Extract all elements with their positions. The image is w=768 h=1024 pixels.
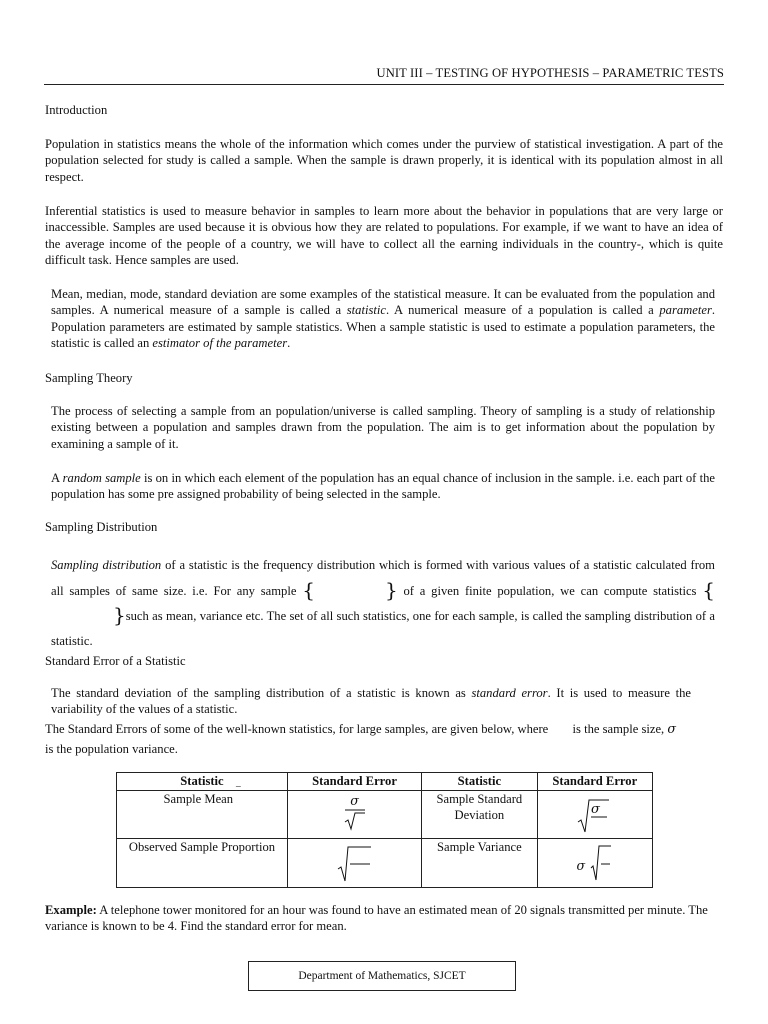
table-cell: [537, 791, 652, 839]
sampling-distribution-paragraph: [51, 553, 715, 653]
table-cell: [287, 791, 421, 839]
table-cell: [117, 785, 288, 839]
text-run: is the sample size,: [569, 722, 668, 736]
term-standard-error: standard error: [471, 686, 548, 700]
term-parameter: parameter: [659, 303, 712, 318]
example-label: Example:: [45, 903, 97, 917]
example-text: A telephone tower monitored for an hour was found to have an estimated mean of 20 signals transmitted per minute. The variance is known to be 4. Find the standard error for mean.: [45, 903, 708, 934]
introduction-heading: Introduction: [45, 103, 108, 117]
sigma-symbol: σ: [350, 793, 359, 808]
text-run: is on in which each element of the population has an equal chance of inclusion in the sample. i.e. each part of the population has some pre assigned probability of being selected in the sample.: [51, 471, 715, 502]
standard-error-paragraph-1: [51, 686, 691, 717]
table-row: [117, 839, 653, 888]
text-run: The Standard Errors of some of the well-known statistics, for large samples, are given below, where: [45, 722, 552, 736]
term-estimator: estimator of the parameter: [152, 336, 288, 351]
table-header-cell: Statistic: [117, 773, 288, 791]
sigma-symbol: σ: [576, 858, 586, 873]
text-run: of a given finite population, we can compute statistics: [397, 583, 703, 598]
text-run: of a statistic is the frequency distribution which is formed with various values of a statistic calculated from all samples of same size. i.e. For any sample: [51, 558, 715, 598]
table-cell: Observed Sample Proportion: [117, 839, 288, 888]
text-run: . Population parameters are estimated by sample statistics. When a sample statistic is used to estimate a population parameters, the statistic is called an: [51, 303, 715, 351]
intro-paragraph-3: [51, 286, 715, 352]
sampling-theory-paragraph-1: The process of selecting a sample from an population/universe is called sampling. Theory of sampling is a study of relationship existing between a population and samples drawn from the population. The aim is to get information about the population by examining a sample of it.: [51, 404, 715, 451]
standard-error-table: [116, 772, 653, 888]
example-paragraph: [45, 902, 723, 935]
table-header-cell: Standard Error: [537, 773, 652, 791]
sampling-theory-paragraph-2: [51, 470, 715, 503]
sqrt-formula-icon: [589, 842, 613, 882]
text-run: such as mean, variance etc. The set of all such statistics, one for each sample, is called the sampling distribution of a statistic.: [51, 609, 715, 648]
left-brace: {: [702, 577, 715, 602]
table-cell: Sample Variance: [422, 839, 537, 888]
text-run: The standard deviation of the sampling distribution of a statistic is known as: [51, 686, 472, 700]
standard-error-heading: Standard Error of a Statistic: [45, 654, 186, 668]
term-sampling-distribution: Sampling distribution: [51, 558, 162, 572]
page-header: UNIT III – TESTING OF HYPOTHESIS – PARAMETRIC TESTS: [376, 66, 724, 80]
overbar-mark: ‾: [236, 785, 241, 799]
sqrt-formula-icon: [335, 841, 375, 883]
intro-paragraph-2: Inferential statistics is used to measure behavior in samples to learn more about the behavior in populations that are very large or inaccessible. Samples are used because it is obvious how they are related to populations. For example, if we want to have an idea of the average income of the people of a country, we will have to collect all the earning individuals in the country-, which is quite difficult task. Hence samples are used.: [45, 204, 723, 268]
sigma-symbol: σ: [667, 721, 676, 736]
svg-text:σ: σ: [590, 802, 600, 817]
text-run: . It is used to measure the variability of the values of a statistic.: [51, 686, 691, 716]
sqrt-formula-icon: [575, 794, 615, 834]
statistic-label: Sample Mean: [163, 792, 234, 806]
sampling-distribution-heading: Sampling Distribution: [45, 520, 158, 534]
table-cell: [537, 839, 652, 888]
table-header-row: [117, 773, 653, 791]
table-cell: Sample Standard Deviation: [422, 791, 537, 839]
right-brace: }: [384, 577, 398, 602]
table-cell: [287, 839, 421, 888]
text-run: is the population variance.: [45, 742, 178, 756]
text-run: . A numerical measure of a population is called a: [385, 303, 660, 318]
left-brace: {: [302, 577, 315, 602]
standard-error-paragraph-2: [45, 719, 695, 759]
sqrt-fraction-icon: [343, 809, 367, 831]
formula-sigma-over-sqrt: [343, 793, 367, 835]
right-brace: }: [113, 603, 126, 627]
text-run: Mean, median, mode, standard deviation are some examples of the statistical measure. It can be evaluated from the population and samples. A numerical measure of a sample is called a: [51, 287, 715, 318]
text-run: .: [287, 336, 291, 351]
header-rule: [44, 84, 724, 85]
sampling-theory-heading: Sampling Theory: [45, 371, 133, 385]
term-random-sample: random sample: [62, 471, 141, 485]
table-row: [117, 791, 653, 839]
intro-paragraph-1: Population in statistics means the whole of the information which comes under the purview of statistical investigation. A part of the population selected for study is called a sample. When the sample is drawn properly, it is identical with its population almost in all respect.: [45, 137, 723, 184]
text-run: A: [51, 471, 63, 485]
table-header-cell: Statistic: [422, 773, 537, 791]
page-footer: Department of Mathematics, SJCET: [248, 961, 516, 991]
term-statistic: statistic: [346, 303, 386, 318]
table-header-cell: Standard Error: [287, 773, 421, 791]
